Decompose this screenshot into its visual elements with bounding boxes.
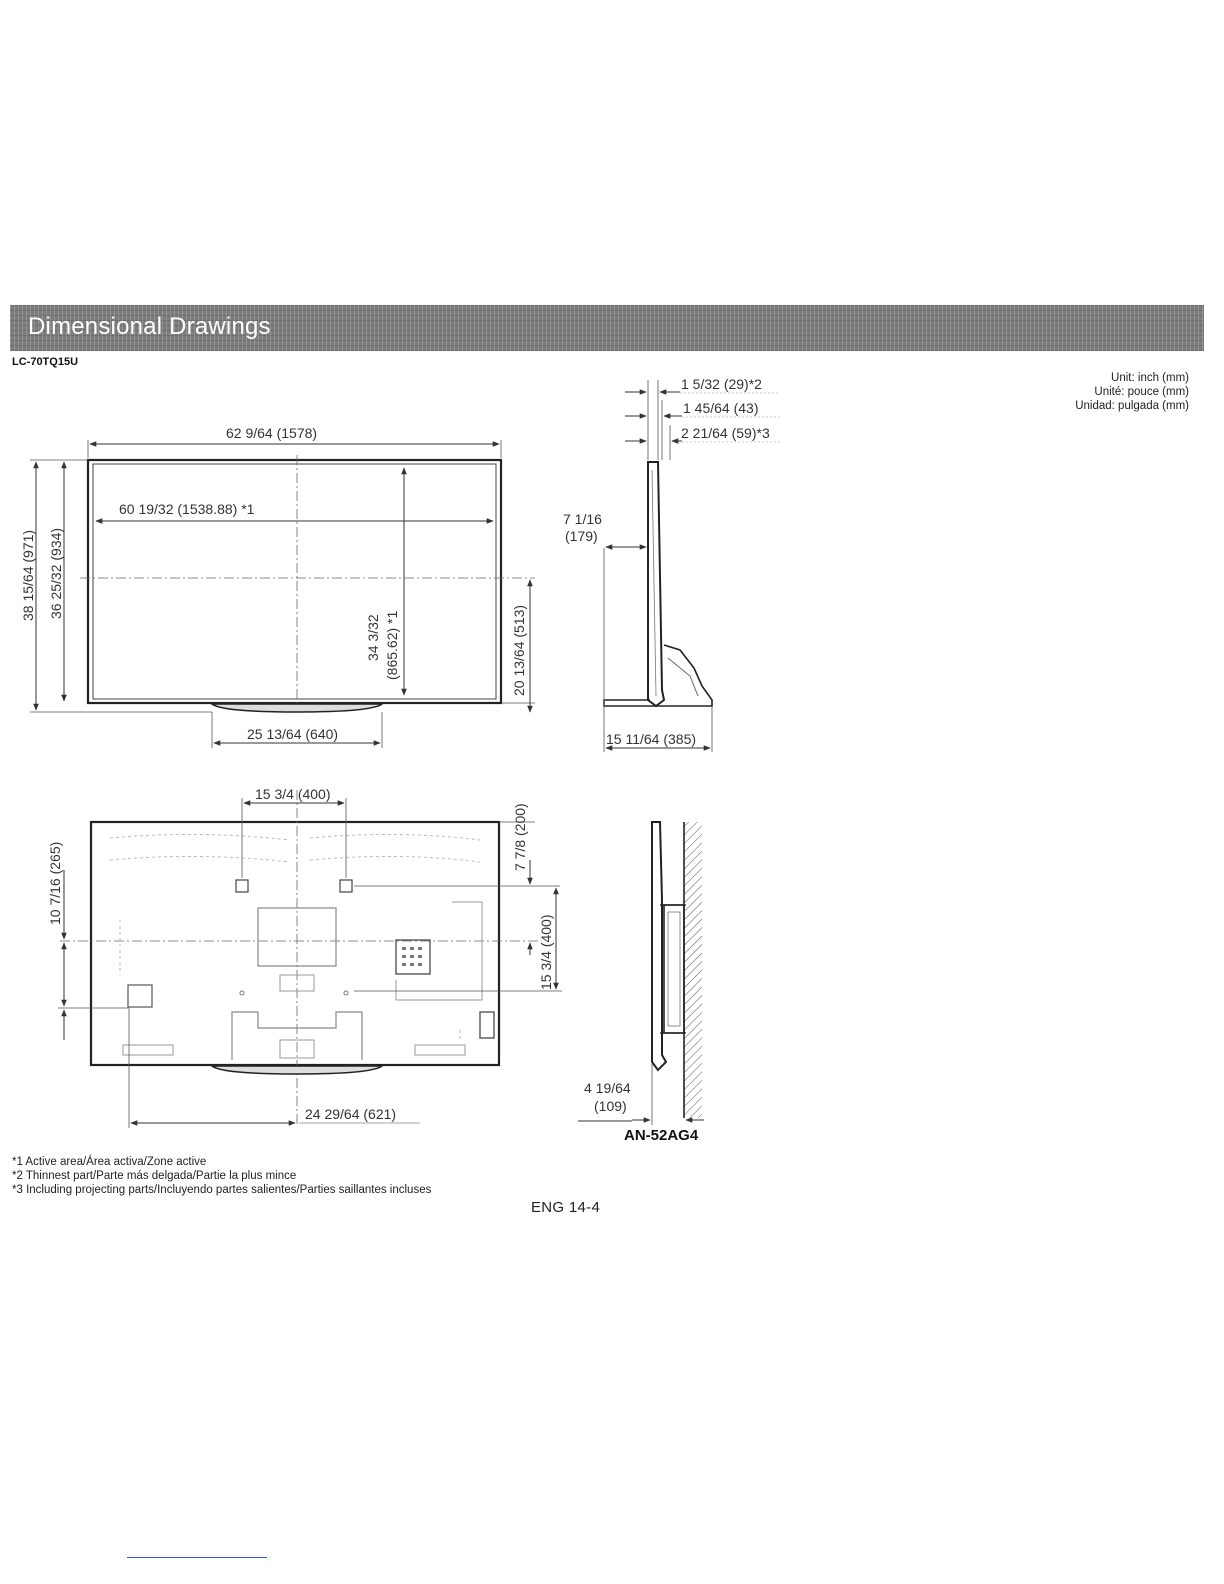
wall-bracket <box>664 905 684 1033</box>
label-bracket-model: AN-52AG4 <box>624 1127 699 1144</box>
front-stand <box>212 704 382 712</box>
page-number: ENG 14-4 <box>531 1199 601 1216</box>
label-active-height-a: 34 3/32 <box>365 614 381 661</box>
tv-front-bezel <box>88 460 501 703</box>
label-body-height: 36 25/32 (934) <box>48 527 64 619</box>
label-stand-offset-a: 7 1/16 <box>563 511 602 527</box>
label-stand-offset-b: (179) <box>565 528 598 544</box>
side-stand <box>604 645 712 706</box>
footnotes <box>12 1155 431 1197</box>
unit-spanish: Unidad: pulgada (mm) <box>1075 400 1189 412</box>
label-vesa-horizontal: 15 3/4 (400) <box>255 786 331 802</box>
rear-power-socket <box>128 985 152 1007</box>
footnote-3: *3 Including projecting parts/Incluyendo partes salientes/Parties saillantes incluses <box>12 1184 432 1196</box>
model-number: LC-70TQ15U <box>12 356 79 368</box>
tv-front-screen <box>93 464 496 699</box>
vesa-hole-right <box>340 880 352 892</box>
label-overall-height: 38 15/64 (971) <box>20 529 36 621</box>
label-active-height-b: (865.62) *1 <box>384 610 400 680</box>
label-thinnest: 1 5/32 (29)*2 <box>681 376 762 392</box>
label-stand-width: 25 13/64 (640) <box>247 726 339 742</box>
label-depth-body: 1 45/64 (43) <box>683 400 759 416</box>
side-view <box>563 376 780 752</box>
label-center-to-terminal: 10 7/16 (265) <box>47 841 63 925</box>
wall-mount-view <box>578 822 704 1144</box>
vesa-hole-left <box>236 880 248 892</box>
footnote-2: *2 Thinnest part/Parte más delgada/Partie la plus mince <box>12 1170 297 1182</box>
label-stand-depth: 15 11/64 (385) <box>606 731 697 747</box>
label-terminal-offset: 24 29/64 (621) <box>305 1106 397 1122</box>
front-view <box>20 425 535 748</box>
tv-side-profile <box>648 462 664 706</box>
section-title: Dimensional Drawings <box>28 313 271 340</box>
label-center-to-bottom: 20 13/64 (513) <box>511 604 527 696</box>
label-active-width: 60 19/32 (1538.88) *1 <box>119 501 255 517</box>
label-wall-gap-a: 4 19/64 <box>584 1080 631 1096</box>
rear-stand <box>212 1066 382 1074</box>
rear-view <box>47 786 562 1128</box>
label-wall-gap-b: (109) <box>594 1098 627 1114</box>
unit-french: Unité: pouce (mm) <box>1094 386 1189 398</box>
label-depth-with-parts: 2 21/64 (59)*3 <box>681 425 770 441</box>
wall-hatch <box>684 822 702 1118</box>
bottom-link-line <box>127 1557 267 1558</box>
unit-english: Unit: inch (mm) <box>1111 372 1189 384</box>
label-overall-width: 62 9/64 (1578) <box>226 425 318 441</box>
label-vesa-vertical: 15 3/4 (400) <box>538 914 554 990</box>
label-top-to-vesa: 7 7/8 (200) <box>512 803 528 871</box>
footnote-1: *1 Active area/Área activa/Zone active <box>12 1156 207 1168</box>
